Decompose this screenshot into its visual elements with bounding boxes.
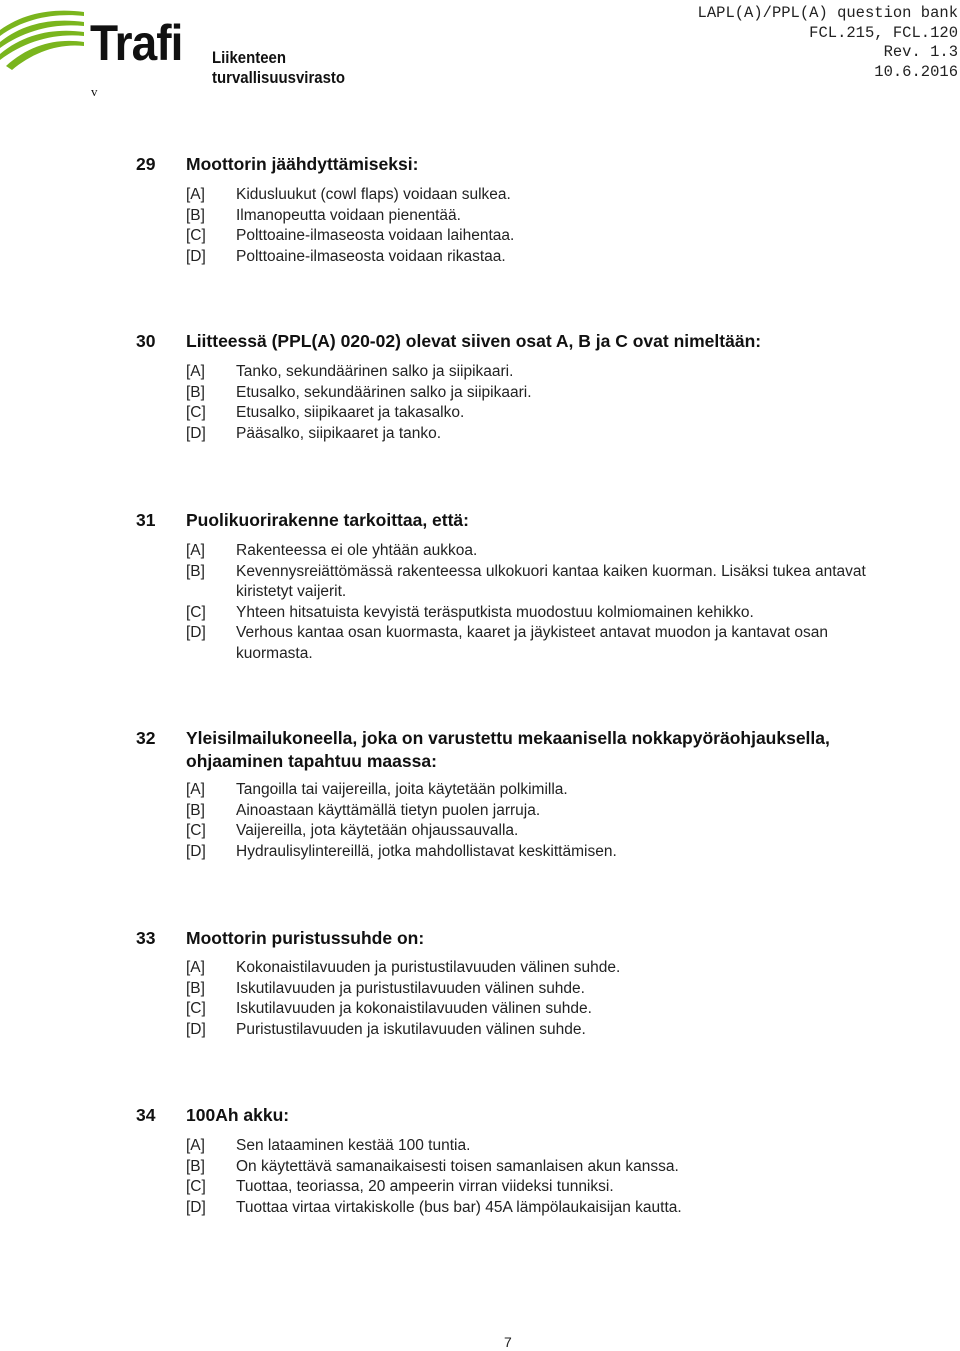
- option-text: Kokonaistilavuuden ja puristustilavuuden välinen suhde.: [236, 959, 621, 976]
- option-letter: [A]: [186, 363, 205, 380]
- option-letter: [A]: [186, 186, 205, 203]
- header-date: 10.6.2016: [874, 62, 958, 81]
- question-number: 33: [136, 928, 156, 948]
- option-letter: [C]: [186, 1000, 206, 1017]
- logo-wordmark: Trafi: [90, 15, 183, 71]
- option-a: [186, 780, 906, 801]
- option-letter: [C]: [186, 404, 206, 421]
- option-a: [186, 958, 906, 979]
- option-letter: [B]: [186, 979, 205, 997]
- question-text: Moottorin puristussuhde on:: [186, 928, 425, 948]
- option-d: [186, 247, 906, 268]
- option-letter: [C]: [186, 822, 206, 839]
- option-text: Etusalko, sekundäärinen salko ja siipikaari.: [236, 383, 532, 401]
- option-text: Iskutilavuuden ja puristustilavuuden välinen suhde.: [236, 979, 585, 997]
- option-b: [186, 801, 906, 822]
- answer-options: [186, 958, 906, 1040]
- option-text: Yhteen hitsatuista kevyistä teräsputkista muodostuu kolmiomainen kehikko.: [236, 603, 754, 621]
- answer-options: [186, 1136, 906, 1218]
- option-d: [186, 842, 906, 863]
- option-letter: [B]: [186, 1157, 205, 1175]
- option-letter: [C]: [186, 603, 206, 621]
- option-d: [186, 1198, 906, 1219]
- header-regulation: FCL.215, FCL.120: [809, 23, 958, 42]
- option-c: [186, 403, 906, 424]
- question-text: Liitteessä (PPL(A) 020-02) olevat siiven osat A, B ja C ovat nimeltään:: [186, 331, 762, 351]
- option-letter: [A]: [186, 959, 205, 976]
- stray-mark: v: [91, 84, 98, 99]
- option-text: Tuottaa virtaa virtakiskolle (bus bar) 45A lämpölaukaisijan kautta.: [236, 1198, 682, 1216]
- option-text: Ilmanopeutta voidaan pienentää.: [236, 206, 461, 224]
- option-b: [186, 1157, 906, 1178]
- option-text: Verhous kantaa osan kuormasta, kaaret ja jäykisteet antavat muodon ja kantavat osan kuormasta.: [236, 624, 828, 662]
- option-text: Rakenteessa ei ole yhtään aukkoa.: [236, 542, 478, 559]
- option-a: [186, 541, 906, 562]
- option-letter: [B]: [186, 562, 205, 580]
- option-c: [186, 821, 906, 842]
- option-text: Iskutilavuuden ja kokonaistilavuuden välinen suhde.: [236, 1000, 592, 1017]
- option-text: Sen lataaminen kestää 100 tuntia.: [236, 1137, 471, 1154]
- trafi-logo: [0, 0, 420, 87]
- option-text: Tanko, sekundäärinen salko ja siipikaari.: [236, 363, 514, 380]
- option-letter: [D]: [186, 1198, 206, 1216]
- question-number: 31: [136, 510, 156, 530]
- option-text: Polttoaine-ilmaseosta voidaan laihentaa.: [236, 227, 515, 244]
- option-letter: [D]: [186, 424, 206, 442]
- option-letter: [A]: [186, 1137, 205, 1154]
- logo-subtitle: Liikenteen turvallisuusvirasto: [212, 48, 346, 87]
- option-letter: [B]: [186, 801, 205, 819]
- document-header: [698, 4, 958, 82]
- question-text: 100Ah akku:: [186, 1105, 290, 1125]
- option-text: Etusalko, siipikaaret ja takasalko.: [236, 404, 465, 421]
- option-text: Polttoaine-ilmaseosta voidaan rikastaa.: [236, 247, 506, 265]
- answer-options: [186, 185, 906, 267]
- option-text: Puristustilavuuden ja iskutilavuuden välinen suhde.: [236, 1020, 586, 1038]
- option-text: Ainoastaan käyttämällä tietyn puolen jarruja.: [236, 801, 541, 819]
- header-revision: Rev. 1.3: [883, 43, 958, 61]
- option-text: Tuottaa, teoriassa, 20 ampeerin virran viideksi tunniksi.: [236, 1178, 614, 1195]
- option-a: [186, 362, 906, 383]
- option-a: [186, 1136, 906, 1157]
- option-letter: [D]: [186, 624, 206, 641]
- question-text: Puolikuorirakenne tarkoittaa, että:: [186, 510, 469, 530]
- option-d: [186, 1020, 906, 1041]
- option-text: On käytettävä samanaikaisesti toisen samanlaisen akun kanssa.: [236, 1157, 679, 1175]
- question-number: 32: [136, 728, 156, 748]
- question-number: 30: [136, 331, 156, 351]
- option-letter: [A]: [186, 542, 205, 559]
- header-title: LAPL(A)/PPL(A) question bank: [697, 4, 958, 22]
- option-letter: [C]: [186, 1178, 206, 1195]
- page-number: 7: [504, 1334, 512, 1350]
- option-text: Kidusluukut (cowl flaps) voidaan sulkea.: [236, 186, 511, 203]
- trafi-swoosh-icon: [0, 0, 90, 80]
- option-b: [186, 383, 906, 404]
- option-letter: [D]: [186, 842, 206, 860]
- option-text: Hydraulisylintereillä, jotka mahdollistavat keskittämisen.: [236, 842, 617, 860]
- option-letter: [C]: [186, 227, 206, 244]
- option-letter: [B]: [186, 383, 205, 401]
- option-b: [186, 562, 906, 603]
- option-text: Kevennysreiättömässä rakenteessa ulkokuori kantaa kaiken kuorman. Lisäksi tukea antavat kiristetyt vaijerit.: [236, 562, 866, 600]
- option-text: Pääsalko, siipikaaret ja tanko.: [236, 424, 442, 442]
- option-d: [186, 424, 906, 445]
- option-letter: [D]: [186, 247, 206, 265]
- option-text: Vaijereilla, jota käytetään ohjaussauvalla.: [236, 822, 519, 839]
- question-text: Moottorin jäähdyttämiseksi:: [186, 154, 419, 174]
- option-letter: [B]: [186, 206, 205, 224]
- option-c: [186, 999, 906, 1020]
- question-number: 29: [136, 154, 156, 174]
- option-c: [186, 226, 906, 247]
- option-text: Tangoilla tai vaijereilla, joita käytetään polkimilla.: [236, 781, 568, 798]
- option-letter: [A]: [186, 781, 205, 798]
- option-c: [186, 603, 906, 624]
- question-number: 34: [136, 1105, 156, 1125]
- question-text: Yleisilmailukoneella, joka on varustettu mekaanisella nokkapyöräohjauksella, ohjaaminen tapahtuu maassa:: [186, 728, 830, 771]
- answer-options: [186, 541, 906, 664]
- answer-options: [186, 780, 906, 862]
- answer-options: [186, 362, 906, 444]
- option-a: [186, 185, 906, 206]
- option-d: [186, 623, 906, 664]
- option-letter: [D]: [186, 1020, 206, 1038]
- option-b: [186, 206, 906, 227]
- option-c: [186, 1177, 906, 1198]
- option-b: [186, 979, 906, 1000]
